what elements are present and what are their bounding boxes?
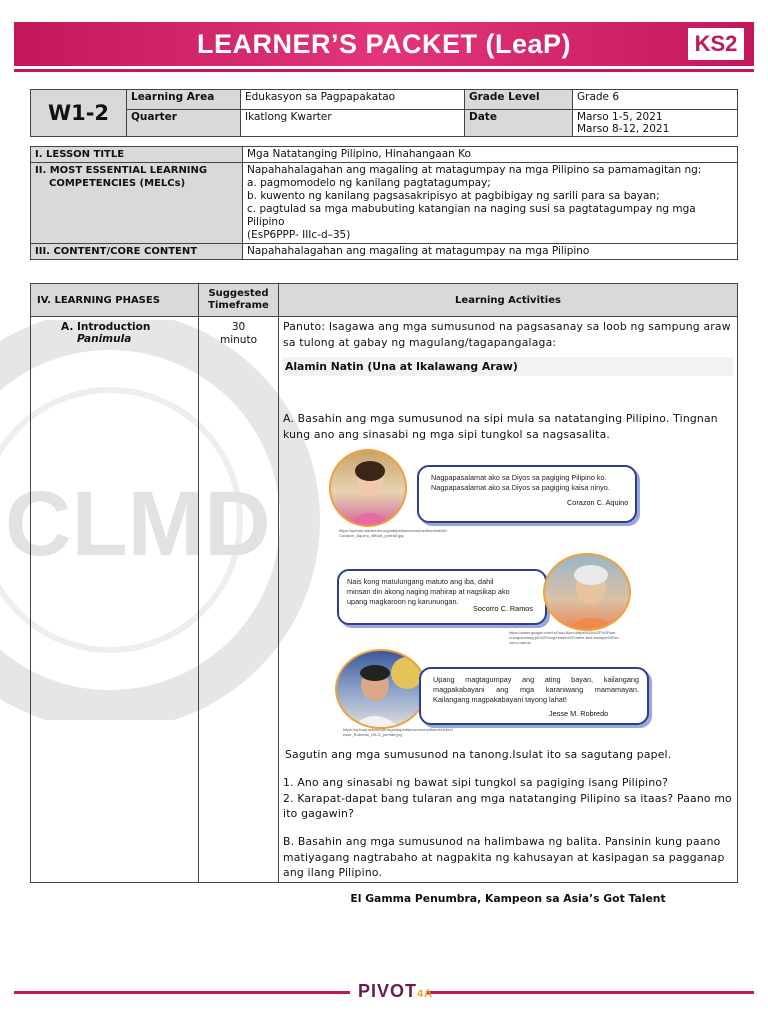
activity-header: Learning Activities: [279, 284, 738, 317]
timeframe-value: 30 minuto: [220, 321, 257, 346]
melc-label: II. MOST ESSENTIAL LEARNING COMPETENCIES (MELCs): [31, 163, 243, 244]
melc-code: (EsP6PPP- IIIc-d–35): [247, 229, 351, 241]
instruction-b-paragraph: B. Basahin ang mga sumusunod na halimbawa ng balita. Pansinin kung paano matiyagang nagtrabaho at nagpakita ng kahusayan at kasipagan sa pagganap ang ilang Pilipino.: [283, 835, 725, 879]
lesson-title-value: Mga Natatanging Pilipino, Hinahangaan Ko: [243, 147, 738, 163]
quote-box-aquino: [417, 465, 637, 523]
watermark-text: CLMD: [5, 473, 271, 575]
date-label: Date: [465, 110, 573, 137]
grade-level-label: Grade Level: [465, 90, 573, 110]
footer-divider-left: [14, 991, 350, 994]
quote-text: Nagpapasalamat ako sa Diyos sa pagiging Pilipino ko. Nagpapasalamat ako sa Diyos sa pagiging kaisa ninyo.: [431, 473, 610, 492]
timeframe-header: Suggested Timeframe: [199, 284, 279, 317]
learning-area-label: Learning Area: [127, 90, 241, 110]
date-line-2: Marso 8-12, 2021: [577, 123, 670, 135]
phase-cell: [31, 317, 199, 883]
lesson-table: [30, 146, 738, 260]
content-value: Napahahalagahan ang magaling at matagumpay na mga Pilipino: [243, 244, 738, 260]
quote-author: Jesse M. Robredo: [549, 709, 609, 718]
footer-divider-right: [426, 991, 754, 994]
ramos-photo: [543, 553, 631, 631]
news-title: El Gamma Penumbra, Kampeon sa Asia’s Got Talent: [350, 892, 666, 905]
phase-name: Introduction: [77, 321, 151, 333]
instruction-a: [283, 411, 733, 442]
sagutin-paragraph: Sagutin ang mga sumusunod na tanong.Isulat ito sa sagutang papel.: [285, 748, 672, 761]
panuto-text: [283, 319, 733, 350]
quarter-label: Quarter: [127, 110, 241, 137]
questions: [283, 775, 733, 822]
image-source: https://upload.wikimedia.org/wikipedia/commons/thumb/d/d0/Corazon_Aquino_official_portrait.jpg: [339, 528, 447, 538]
timeframe-cell: [199, 317, 279, 883]
packet-title: LEARNER’S PACKET (LeaP): [196, 28, 572, 59]
image-source: https://www.google.com/url?sa=i&url=https%3A%2F%2Fwww.esquiremag.ph%2Flong-reads%2Fnotes-and-essays%2Fsocorro-ramos: [509, 630, 619, 645]
quote-box-robredo: [419, 667, 649, 725]
phase-subname: Panimula: [77, 333, 132, 345]
quarter-value: Ikatlong Kwarter: [241, 110, 465, 137]
quote-author: Corazon C. Aquino: [567, 498, 629, 507]
robredo-photo: [335, 649, 427, 729]
info-table: [30, 89, 738, 137]
quote-text: Nais kong matulungang matuto ang iba, dahil minsan din akong naging mahirap at nagsikap ako upang magkaroon ng karunungan.: [347, 577, 510, 606]
instruction-b: [283, 834, 733, 881]
date-value: [573, 110, 738, 137]
phase-header: IV. LEARNING PHASES: [31, 284, 199, 317]
phase-introduction: [37, 321, 192, 345]
panuto-paragraph: Panuto: Isagawa ang mga sumusunod na pagsasanay sa loob ng sampung araw sa tulong at gabay ng magulang/tagapangalaga:: [283, 320, 731, 349]
alamin-heading: Alamin Natin (Una at Ikalawang Araw): [283, 357, 733, 376]
quote-box-ramos: [337, 569, 547, 625]
lesson-title-label: I. LESSON TITLE: [31, 147, 243, 163]
melc-value: [243, 163, 738, 244]
activities-cell: [279, 317, 738, 905]
pivot-logo-accent: 4A: [417, 988, 434, 1000]
pivot-logo-text: PIVOT: [358, 981, 418, 1001]
grade-level-value: Grade 6: [573, 90, 738, 110]
quote-text: Upang magtagumpay ang ating bayan, kailangang magpakabayani ang mga karaniwang mamamayan. Kailangang magpakabayani tayong lahat!: [433, 675, 639, 704]
instruction-a-paragraph: A. Basahin ang mga sumusunod na sipi mula sa natatanging Pilipino. Tingnan kung ano ang sinasabi ng mga sipi tungkol sa nagsasalita.: [283, 412, 718, 441]
melc-line: c. pagtulad sa mga mabubuting katangian na naging susi sa pagtatagumpay ng mga Pilipino: [247, 203, 696, 228]
header-divider: [14, 69, 754, 72]
sagutin-text: [283, 747, 733, 763]
learning-area-value: Edukasyon sa Pagpapakatao: [241, 90, 465, 110]
melc-line: Napahahalagahan ang magaling at matagumpay na mga Pilipino sa pamamagitan ng:: [247, 164, 702, 176]
aquino-photo: [329, 449, 407, 527]
melc-line: a. pagmomodelo ng kanilang pagtatagumpay;: [247, 177, 491, 189]
date-line-1: Marso 1-5, 2021: [577, 111, 663, 123]
melc-line: b. kuwento ng kanilang pagsasakripisyo at pagbibigay ng sarili para sa bayan;: [247, 190, 660, 202]
header-banner: [14, 22, 754, 66]
phase-letter: A.: [61, 321, 74, 333]
learning-phases-table: [30, 283, 738, 905]
quote-author: Socorro C. Ramos: [473, 604, 534, 613]
question-1: 1. Ano ang sinasabi ng bawat sipi tungkol sa pagiging isang Pilipino?: [283, 776, 669, 789]
image-source: https://upload.wikimedia.org/wikipedia/commons/thumb/4/4b/Jesse_Robredo_DILG_portrait.jpg: [343, 727, 453, 737]
question-2: 2. Karapat-dapat bang tularan ang mga natatanging Pilipino sa itaas? Paano mo ito gagawin?: [283, 791, 732, 820]
pivot-logo: [358, 981, 433, 1002]
ks-badge: KS2: [688, 28, 744, 60]
week-label: W1-2: [31, 90, 127, 137]
content-label: III. CONTENT/CORE CONTENT: [31, 244, 243, 260]
